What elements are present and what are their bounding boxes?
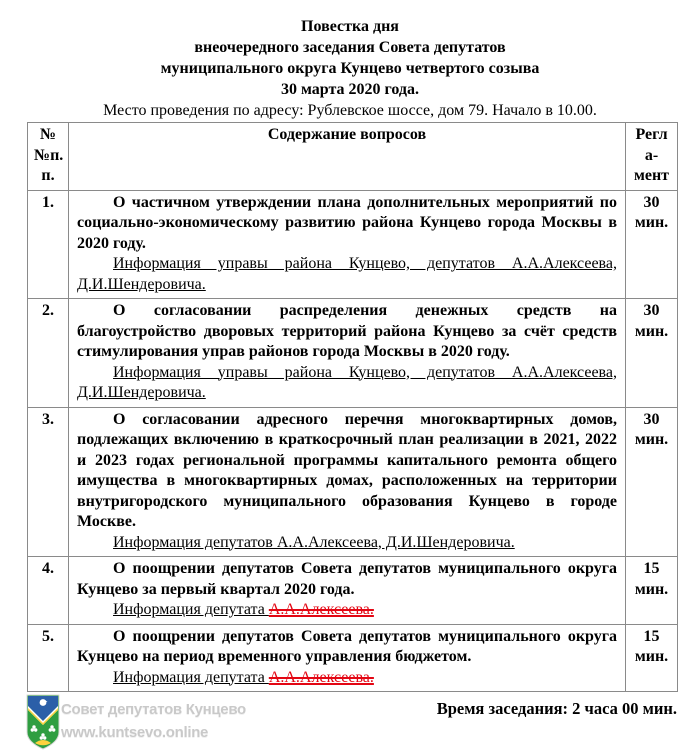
title-line-2: внеочередного заседания Совета депутатов	[194, 39, 506, 56]
site-watermark	[61, 700, 246, 743]
question-info	[75, 668, 619, 689]
question-body: О согласовании распределения денежных средств на благоустройство дворовых территорий района Кунцево за счёт средств стимулирования управ районов города Москвы в 2020 году.	[77, 302, 617, 360]
question-time: 30 мин.	[626, 407, 678, 557]
question-number: 2.	[28, 299, 69, 408]
question-content	[69, 407, 626, 557]
question-body: О согласовании адресного перечня многоквартирных домов, подлежащих включению в краткосрочный план реализации в 2021, 2022 и 2023 годах региональной программы капитального ремонта общего имущества в многоквартирных домах, расположенных на территории внутригородского муниципального образования Кунцево в городе Москве.	[77, 410, 617, 530]
question-info	[75, 254, 619, 295]
header-content-column: Содержание вопросов	[69, 123, 626, 191]
question-content	[69, 624, 626, 692]
table-row	[28, 624, 678, 692]
title-line-3: муниципального округа Кунцево четвертого созыва	[160, 60, 540, 77]
header-time-line: а-	[644, 146, 659, 164]
info-text: Информация управы района Кунцево, депутатов А.А.Алексеева, Д.И.Шендеровича.	[77, 363, 617, 401]
meeting-location-line: Место проведения по адресу: Рублевское шоссе, дом 79. Начало в 10.00.	[103, 102, 597, 119]
question-info	[75, 363, 619, 404]
document-title-block	[0, 0, 700, 121]
table-header-row	[28, 123, 678, 191]
header-time-column	[626, 123, 678, 191]
question-time: 30 мин.	[626, 299, 678, 408]
question-number: 3.	[28, 407, 69, 557]
question-content	[69, 190, 626, 299]
struck-name: А.А.Алексеева.	[268, 601, 374, 618]
question-number: 5.	[28, 624, 69, 692]
question-time: 15 мин.	[626, 557, 678, 625]
question-time: 15 мин.	[626, 624, 678, 692]
title-line-1: Повестка дня	[301, 18, 399, 35]
title-line-4: 30 марта 2020 года.	[280, 81, 420, 98]
info-text: Информация депутатов А.А.Алексеева, Д.И.Шендеровича.	[113, 533, 515, 551]
info-text: Информация депутата	[113, 668, 269, 686]
question-info	[75, 533, 619, 554]
header-time-line: Регл	[635, 126, 668, 143]
kuntsevo-coat-of-arms-icon	[26, 694, 60, 751]
table-row	[28, 407, 678, 557]
table-row	[28, 557, 678, 625]
question-body: О поощрении депутатов Совета депутатов муниципального округа Кунцево на период временного управления бюджетом.	[77, 627, 617, 665]
info-text: Информация депутата	[113, 601, 269, 618]
header-number-line: п.	[41, 167, 55, 184]
watermark-council-name: Совет депутатов Кунцево	[61, 701, 246, 718]
table-row	[28, 299, 678, 408]
question-info	[75, 600, 619, 621]
question-body: О частичном утверждении плана дополнительных мероприятий по социально-экономическому развитию района Кунцево города Москвы в 2020 году.	[77, 193, 617, 252]
question-body: О поощрении депутатов Совета депутатов муниципального округа Кунцево за первый квартал 2020 года.	[77, 560, 617, 598]
agenda-table	[27, 122, 678, 692]
header-number-line: №п.	[34, 146, 64, 164]
info-text: Информация управы района Кунцево, депутатов А.А.Алексеева, Д.И.Шендеровича.	[77, 255, 617, 293]
header-time-line: мент	[633, 167, 670, 184]
struck-name: А.А.Алексеева.	[268, 668, 374, 686]
question-content	[69, 299, 626, 408]
header-number-line: №	[39, 126, 57, 143]
question-time: 30 мин.	[626, 190, 678, 299]
table-row	[28, 190, 678, 299]
session-duration: Время заседания: 2 часа 00 мин.	[436, 699, 677, 718]
question-content	[69, 557, 626, 625]
header-number-column	[28, 123, 69, 191]
watermark-site-url: www.kuntsevo.online	[61, 724, 209, 741]
question-number: 4.	[28, 557, 69, 625]
question-number: 1.	[28, 190, 69, 299]
